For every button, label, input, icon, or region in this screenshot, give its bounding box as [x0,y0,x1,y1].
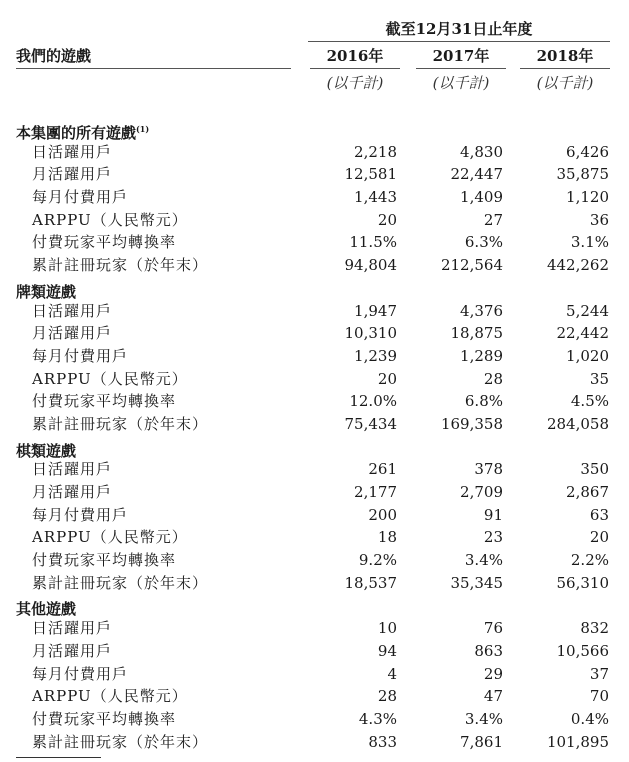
row-label: 每月付費用戶 [32,505,129,524]
cell-value: 35,345 [450,573,503,592]
cell-value: 833 [368,732,397,751]
cell-value: 9.2% [358,551,397,570]
cell-value: 6.3% [464,233,503,252]
cell-value: 27 [483,210,503,229]
year-rule [310,68,400,69]
cell-value: 94,804 [344,256,397,275]
table-row [0,504,629,527]
cell-value: 0.4% [570,709,609,728]
row-label: 每月付費用戶 [32,188,129,207]
cell-value: 101,895 [546,732,609,751]
row-label: 日活躍用戶 [32,460,113,479]
cell-value: 28 [377,687,397,706]
row-label: 付費玩家平均轉換率 [32,233,177,252]
table-row [0,413,629,436]
row-label: 累計註冊玩家（於年末） [32,732,209,751]
table-row [0,549,629,572]
table-row [0,526,629,549]
cell-value: 4 [387,664,397,683]
cell-value: 4.5% [570,392,609,411]
year-rule [520,68,610,69]
cell-value: 212,564 [440,256,503,275]
table-row [0,186,629,209]
section-title: 牌類遊戲 [16,282,77,301]
cell-value: 75,434 [344,414,397,433]
period-rule [308,41,610,42]
section-heading [0,277,629,300]
section-title: 其他遊戲 [16,600,77,619]
table-row [0,390,629,413]
cell-value: 284,058 [546,414,609,433]
table-row [0,685,629,708]
row-label: 日活躍用戶 [32,619,113,638]
cell-value: 29 [483,664,503,683]
cell-value: 12.0% [349,392,397,411]
table-row [0,640,629,663]
year-header-2017: 2017年 [432,47,490,65]
table-row [0,163,629,186]
cell-value: 56,310 [556,573,609,592]
cell-value: 36 [589,210,609,229]
row-label: 月活躍用戶 [32,641,113,660]
section-title: 棋類遊戲 [16,441,77,460]
cell-value: 1,239 [354,346,397,365]
cell-value: 10 [377,619,397,638]
cell-value: 1,020 [566,346,609,365]
table-row [0,345,629,368]
cell-value: 4,376 [460,301,503,320]
row-label: 累計註冊玩家（於年末） [32,414,209,433]
row-label: ARPPU（人民幣元） [32,528,188,547]
cell-value: 18,875 [450,324,503,343]
cell-value: 20 [589,528,609,547]
cell-value: 2.2% [570,551,609,570]
cell-value: 91 [483,505,503,524]
row-label: ARPPU（人民幣元） [32,210,188,229]
cell-value: 2,867 [566,483,609,501]
cell-value: 7,861 [460,732,503,751]
cell-value: 3.4% [464,709,503,728]
row-label: 付費玩家平均轉換率 [32,392,177,411]
cell-value: 6.8% [464,392,503,411]
cell-value: 1,443 [354,188,397,207]
table-row [0,708,629,731]
cell-value: 6,426 [566,142,609,161]
section-heading [0,436,629,459]
cell-value: 3.4% [464,551,503,570]
section-title: 本集團的所有遊戲 [16,124,137,142]
row-label: 日活躍用戶 [32,142,113,161]
row-label: 月活躍用戶 [32,483,113,501]
section-heading [0,118,629,141]
cell-value: 20 [377,210,397,229]
table-row [0,254,629,277]
row-label: 每月付費用戶 [32,346,129,365]
cell-value: 2,177 [354,483,397,501]
cell-value: 5,244 [566,301,609,320]
unit-label: (以千計) [326,74,384,92]
unit-label: (以千計) [536,74,594,92]
cell-value: 47 [483,687,503,706]
title-rule [16,68,291,69]
cell-value: 10,566 [556,641,609,660]
row-label: ARPPU（人民幣元） [32,369,188,388]
cell-value: 3.1% [570,233,609,252]
cell-value: 1,120 [566,188,609,207]
cell-value: 4,830 [460,142,503,161]
cell-value: 23 [483,528,503,547]
cell-value: 863 [474,641,503,660]
cell-value: 10,310 [344,324,397,343]
cell-value: 35,875 [556,165,609,184]
table-row [0,481,629,504]
cell-value: 22,447 [450,165,503,184]
table-row [0,368,629,391]
cell-value: 442,262 [546,256,609,275]
cell-value: 2,218 [354,142,397,161]
cell-value: 28 [483,369,503,388]
cell-value: 832 [580,619,609,638]
table-row [0,300,629,323]
table-title: 我們的遊戲 [16,47,92,65]
period-header: 截至12月31日止年度 [385,20,533,38]
cell-value: 11.5% [349,233,397,252]
row-label: 日活躍用戶 [32,301,113,320]
cell-value: 12,581 [344,165,397,184]
unit-label: (以千計) [432,74,490,92]
cell-value: 1,289 [460,346,503,365]
year-header-2018: 2018年 [536,47,594,65]
cell-value: 169,358 [440,414,503,433]
section-heading [0,594,629,617]
cell-value: 70 [589,687,609,706]
cell-value: 76 [483,619,503,638]
footnote-mark: (1) [136,124,150,134]
cell-value: 94 [377,641,397,660]
cell-value: 63 [589,505,609,524]
table-row [0,617,629,640]
table-row [0,231,629,254]
cell-value: 200 [368,505,397,524]
row-label: 累計註冊玩家（於年末） [32,256,209,275]
table-row [0,731,629,754]
data-table [0,118,629,753]
cell-value: 18 [377,528,397,547]
cell-value: 35 [589,369,609,388]
row-label: 付費玩家平均轉換率 [32,551,177,570]
cell-value: 4.3% [358,709,397,728]
table-row [0,663,629,686]
table-row [0,572,629,595]
table-row [0,141,629,164]
row-label: ARPPU（人民幣元） [32,687,188,706]
footnote-rule [16,757,101,758]
year-header-2016: 2016年 [326,47,384,65]
row-label: 月活躍用戶 [32,165,113,184]
row-label: 累計註冊玩家（於年末） [32,573,209,592]
cell-value: 18,537 [344,573,397,592]
cell-value: 261 [368,460,397,479]
cell-value: 350 [580,460,609,479]
cell-value: 20 [377,369,397,388]
row-label: 每月付費用戶 [32,664,129,683]
cell-value: 378 [474,460,503,479]
cell-value: 1,409 [460,188,503,207]
table-row [0,322,629,345]
table-row [0,458,629,481]
cell-value: 1,947 [354,301,397,320]
table-row [0,209,629,232]
cell-value: 22,442 [556,324,609,343]
row-label: 月活躍用戶 [32,324,113,343]
cell-value: 2,709 [460,483,503,501]
cell-value: 37 [589,664,609,683]
row-label: 付費玩家平均轉換率 [32,709,177,728]
year-rule [416,68,506,69]
